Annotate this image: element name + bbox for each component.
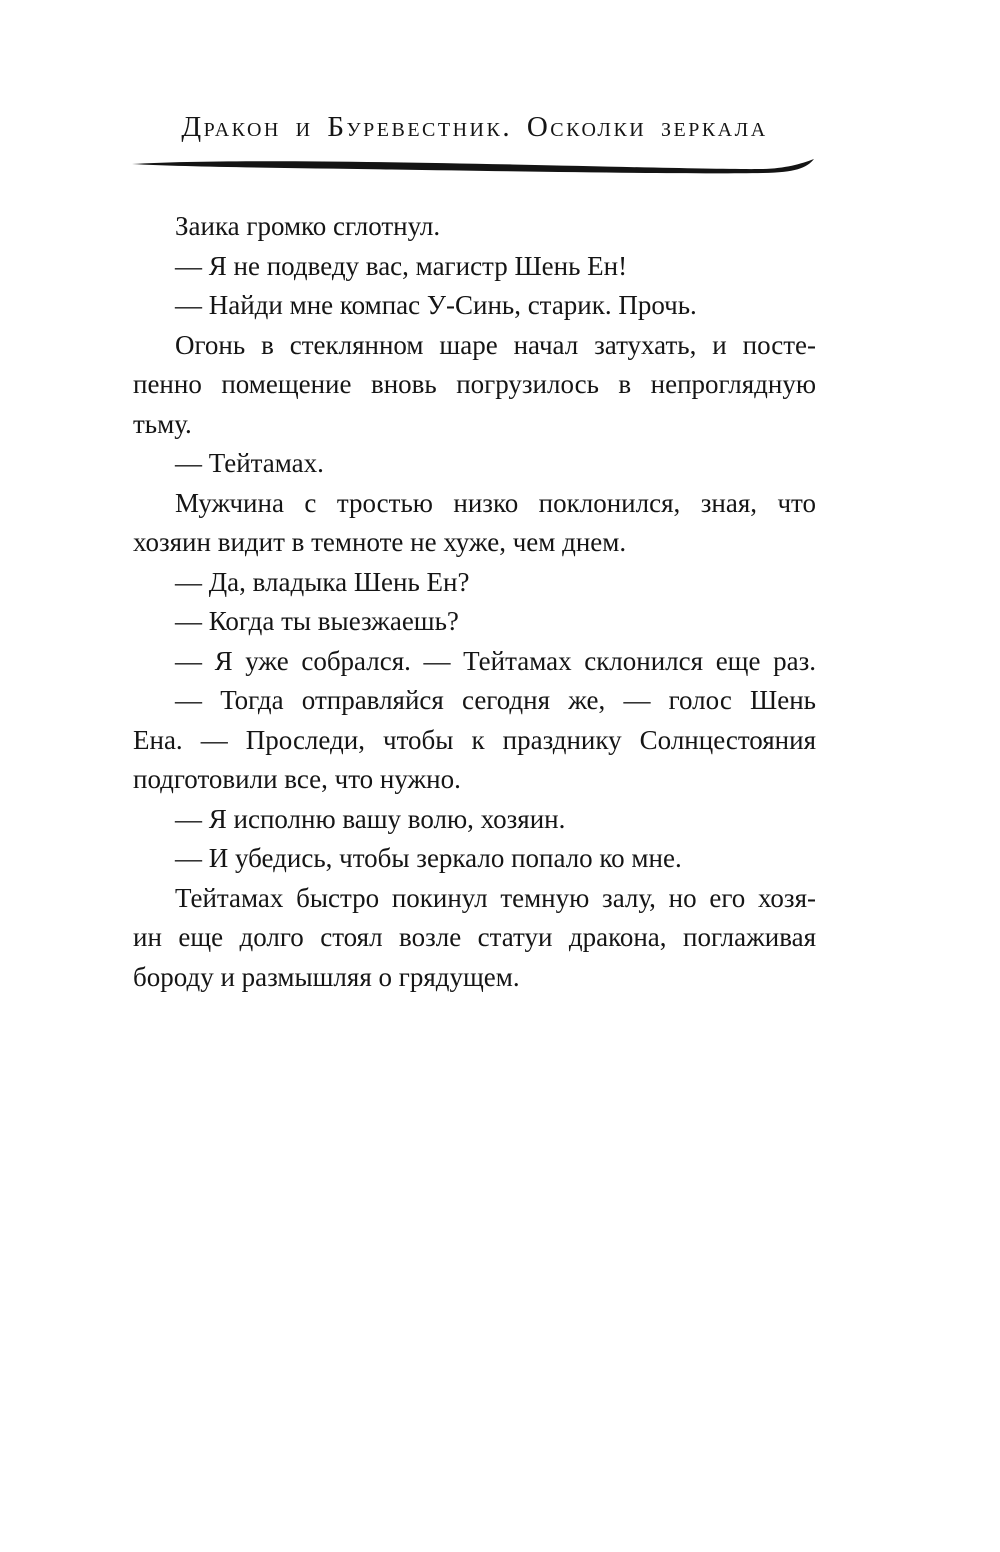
text-line: Заика громко сглотнул. [175,211,441,241]
text-line: — Я уже собрался. — Тейтамах склонился еще раз. [175,645,816,676]
text-line: Ена. — Проследи, чтобы к празднику Солнцестояния [133,724,816,755]
text-line: — Я исполню вашу волю, хозяин. [175,803,566,834]
text-line: — Тогда отправляйся сегодня же, — голос Шень [175,685,816,715]
text-line: — Тейтамах. [175,448,324,478]
text-line: пенно помещение вновь погрузилось в непроглядную [133,369,816,399]
page-body [133,207,816,997]
text-line: Мужчина с тростью низко поклонился, зная, что [175,487,816,518]
text-line: — И убедись, чтобы зеркало попало ко мне. [175,843,682,873]
text-line: хозяин видит в темноте не хуже, чем днем. [133,527,627,557]
text-line: подготовили все, что нужно. [133,764,461,794]
text-line: — Когда ты выезжаешь? [175,606,459,636]
text-line: ин еще долго стоял возле статуи дракона, поглаживая [133,922,816,952]
text-line: — Да, владыка Шень Ен? [175,566,470,597]
text-line: — Найди мне компас У-Синь, старик. Прочь. [175,290,697,320]
text-line: Огонь в стеклянном шаре начал затухать, и посте- [175,329,816,360]
header-rule-brush-stroke [131,158,817,176]
text-line: — Я не подведу вас, магистр Шень Ен! [175,250,628,281]
text-line: Тейтамах быстро покинул темную залу, но его хозя- [175,882,816,913]
running-title: Дракон и Буревестник. Осколки зеркала [181,111,768,143]
text-line: тьму. [133,408,192,439]
text-line: бороду и размышляя о грядущем. [133,961,520,992]
